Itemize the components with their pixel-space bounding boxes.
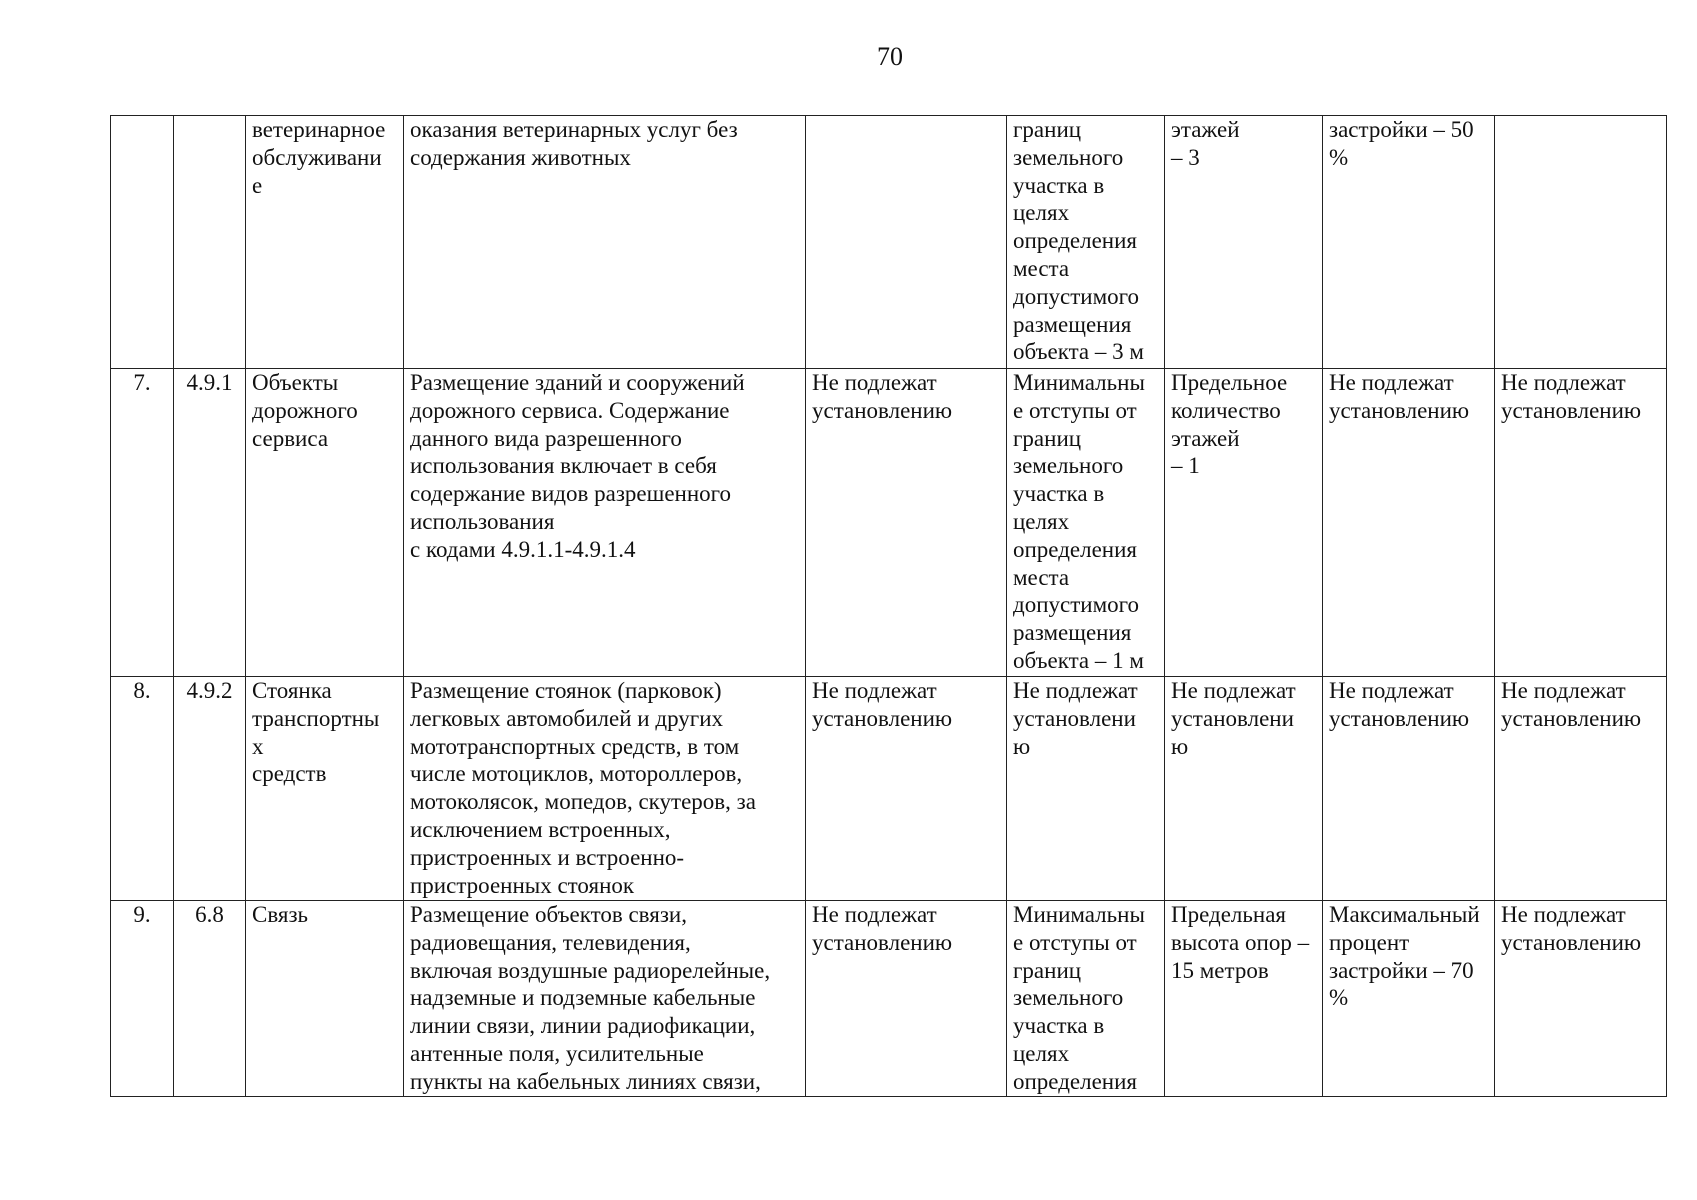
other-parameter-cell (1495, 116, 1667, 369)
code-cell: 4.9.2 (174, 677, 246, 901)
row-number-cell (111, 116, 174, 369)
table-row (111, 901, 1667, 1097)
row-number-cell: 8. (111, 677, 174, 901)
table-row (111, 677, 1667, 901)
floors-height-cell: Не подлежат установлени ю (1165, 677, 1323, 901)
use-type-name-cell: ветеринарное обслуживани е (246, 116, 404, 369)
use-type-name-cell: Стоянка транспортны х средств (246, 677, 404, 901)
code-cell (174, 116, 246, 369)
setback-cell: границ земельного участка в целях определения места допустимого размещения объекта – 3 м (1007, 116, 1165, 369)
other-parameter-cell: Не подлежат установлению (1495, 369, 1667, 677)
parameter-cell (806, 116, 1007, 369)
other-parameter-cell: Не подлежат установлению (1495, 677, 1667, 901)
setback-cell: Минимальны е отступы от границ земельного участка в целях определения (1007, 901, 1165, 1097)
floors-height-cell: этажей – 3 (1165, 116, 1323, 369)
parameter-cell: Не подлежат установлению (806, 901, 1007, 1097)
building-coverage-cell: Максимальный процент застройки – 70 % (1323, 901, 1495, 1097)
row-number-cell: 9. (111, 901, 174, 1097)
building-coverage-cell: Не подлежат установлению (1323, 369, 1495, 677)
use-description-cell: Размещение зданий и сооружений дорожного сервиса. Содержание данного вида разрешенного использования включает в себя содержание видов разрешенного использования с кодами 4.9.1.1-4.9.1.4 (404, 369, 806, 677)
building-coverage-cell: застройки – 50 % (1323, 116, 1495, 369)
use-type-name-cell: Объекты дорожного сервиса (246, 369, 404, 677)
parameter-cell: Не подлежат установлению (806, 369, 1007, 677)
use-description-cell: Размещение объектов связи, радиовещания, телевидения, включая воздушные радиорелейные, надземные и подземные кабельные линии связи, линии радиофикации, антенные поля, усилительные пункты на кабельных линиях связи, (404, 901, 806, 1097)
code-cell: 4.9.1 (174, 369, 246, 677)
building-coverage-cell: Не подлежат установлению (1323, 677, 1495, 901)
land-use-table (110, 115, 1667, 1097)
setback-cell: Не подлежат установлени ю (1007, 677, 1165, 901)
other-parameter-cell: Не подлежат установлению (1495, 901, 1667, 1097)
page-number: 70 (877, 42, 903, 71)
parameter-cell: Не подлежат установлению (806, 677, 1007, 901)
floors-height-cell: Предельная высота опор – 15 метров (1165, 901, 1323, 1097)
use-type-name-cell: Связь (246, 901, 404, 1097)
use-description-cell: оказания ветеринарных услуг без содержания животных (404, 116, 806, 369)
row-number-cell: 7. (111, 369, 174, 677)
table-row (111, 116, 1667, 369)
setback-cell: Минимальны е отступы от границ земельного участка в целях определения места допустимого размещения объекта – 1 м (1007, 369, 1165, 677)
code-cell: 6.8 (174, 901, 246, 1097)
floors-height-cell: Предельное количество этажей – 1 (1165, 369, 1323, 677)
table-row (111, 369, 1667, 677)
use-description-cell: Размещение стоянок (парковок) легковых автомобилей и других мототранспортных средств, в том числе мотоциклов, мотороллеров, мотоколясок, мопедов, скутеров, за исключением встроенных, пристроенных и встроенно- пристроенных стоянок (404, 677, 806, 901)
